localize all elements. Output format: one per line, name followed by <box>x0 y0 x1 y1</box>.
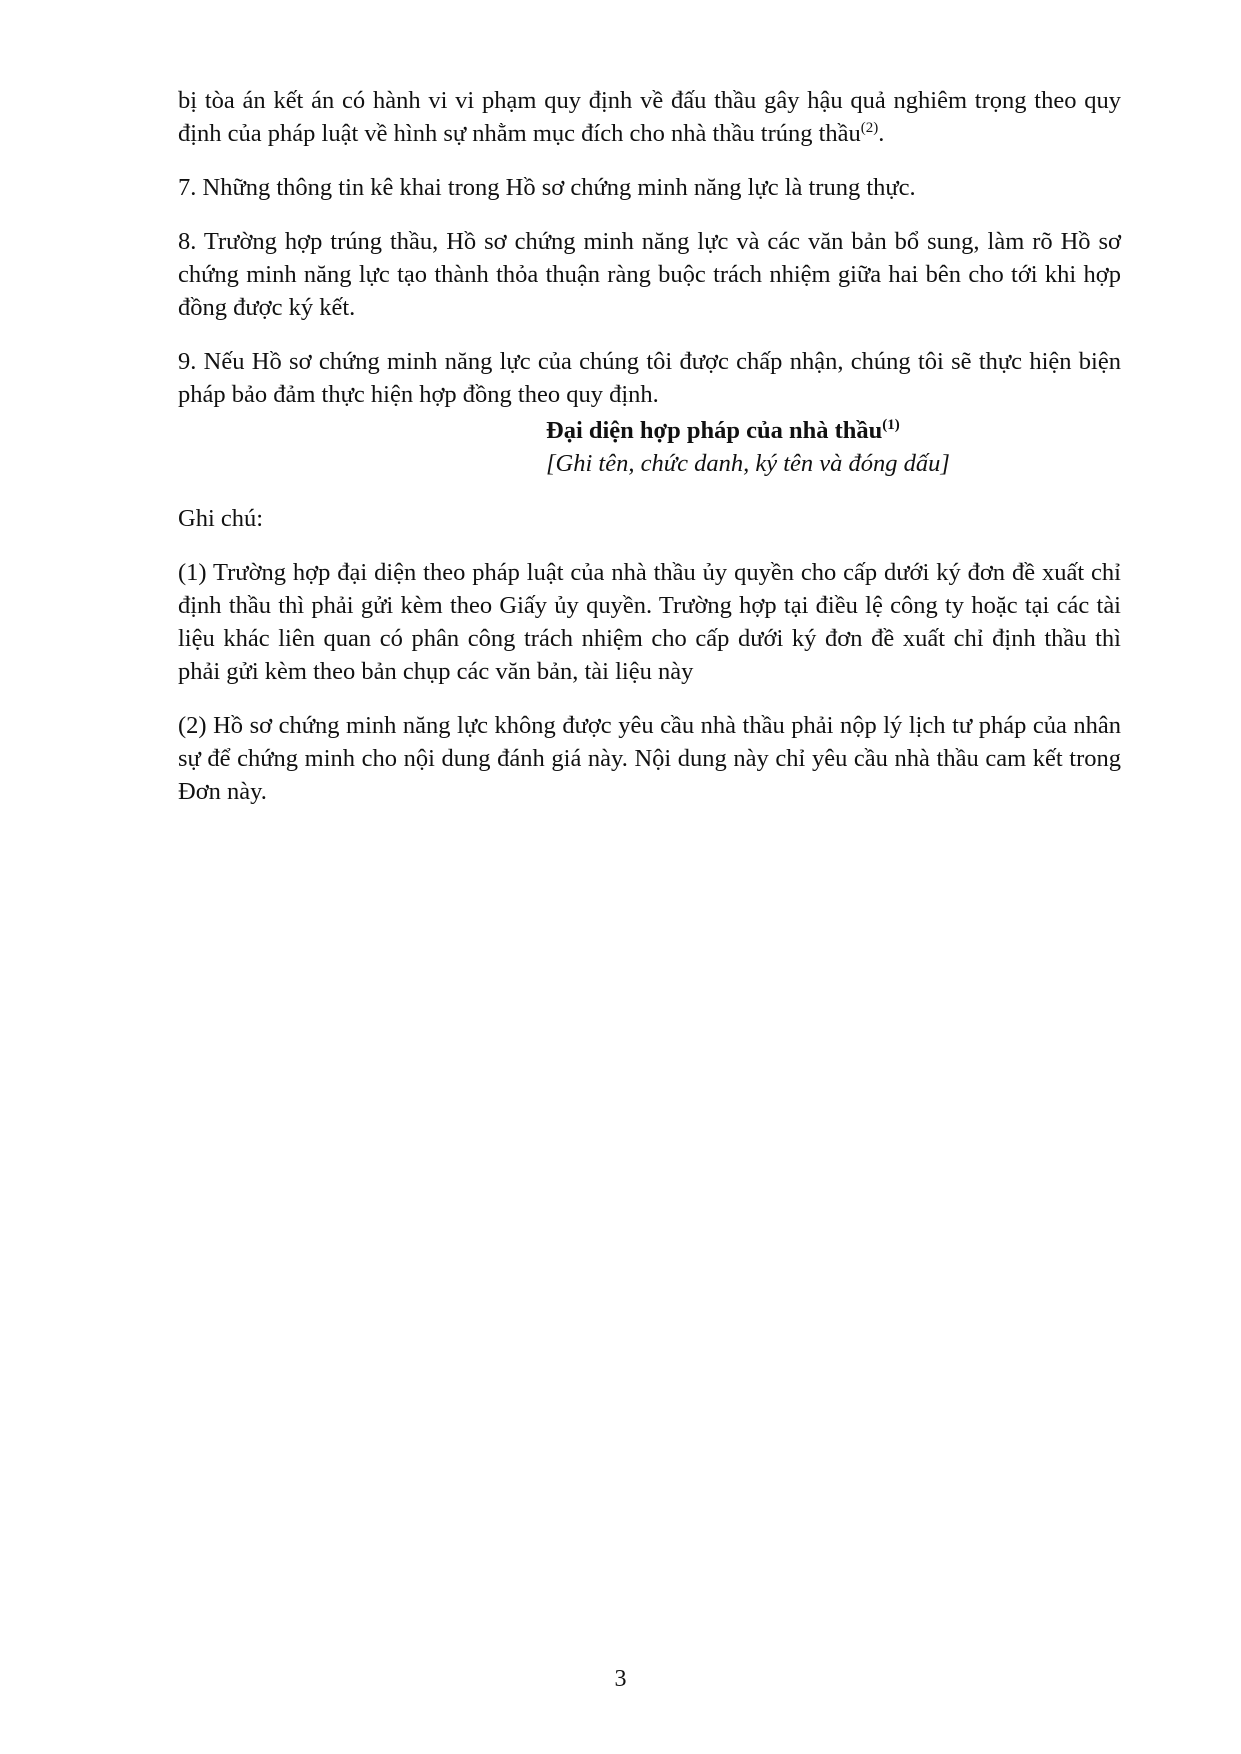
page-number: 3 <box>614 1666 627 1692</box>
footnote-ref-1: (1) <box>882 416 900 433</box>
note-1: (1) Trường hợp đại diện theo pháp luật của nhà thầu ủy quyền cho cấp dưới ký đơn đề xuất chỉ định thầu thì phải gửi kèm theo Giấy ủy quyền. Trường hợp tại điều lệ công ty hoặc tại các tài liệu khác liên quan có phân công trách nhiệm cho cấp dưới ký đơn đề xuất chỉ định thầu thì phải gửi kèm theo bản chụp các văn bản, tài liệu này <box>178 559 1121 685</box>
continuation-tail: . <box>878 120 885 147</box>
signature-block <box>546 414 1121 480</box>
item-7: 7. Những thông tin kê khai trong Hồ sơ chứng minh năng lực là trung thực. <box>178 174 916 201</box>
item-9: 9. Nếu Hồ sơ chứng minh năng lực của chúng tôi được chấp nhận, chúng tôi sẽ thực hiện biện pháp bảo đảm thực hiện hợp đồng theo quy định. <box>178 348 1121 408</box>
signature-title <box>546 414 1121 447</box>
note-2: (2) Hồ sơ chứng minh năng lực không được yêu cầu nhà thầu phải nộp lý lịch tư pháp của nhân sự để chứng minh cho nội dung đánh giá này. Nội dung này chỉ yêu cầu nhà thầu cam kết trong Đơn này. <box>178 712 1121 805</box>
signature-title-text: Đại diện hợp pháp của nhà thầu <box>546 417 883 444</box>
footnote-ref-2: (2) <box>860 119 879 136</box>
item-8: 8. Trường hợp trúng thầu, Hồ sơ chứng minh năng lực và các văn bản bổ sung, làm rõ Hồ sơ chứng minh năng lực tạo thành thỏa thuận ràng buộc trách nhiệm giữa hai bên cho tới khi hợp đồng được ký kết. <box>178 228 1121 321</box>
notes-heading: Ghi chú: <box>178 505 264 532</box>
continuation-text: bị tòa án kết án có hành vi vi phạm quy định về đấu thầu gây hậu quả nghiêm trọng theo quy định của pháp luật về hình sự nhằm mục đích cho nhà thầu trúng thầu <box>178 87 1121 147</box>
document-body <box>178 84 1121 829</box>
continuation-paragraph <box>178 84 1121 150</box>
signature-instruction: [Ghi tên, chức danh, ký tên và đóng dấu] <box>546 450 950 477</box>
